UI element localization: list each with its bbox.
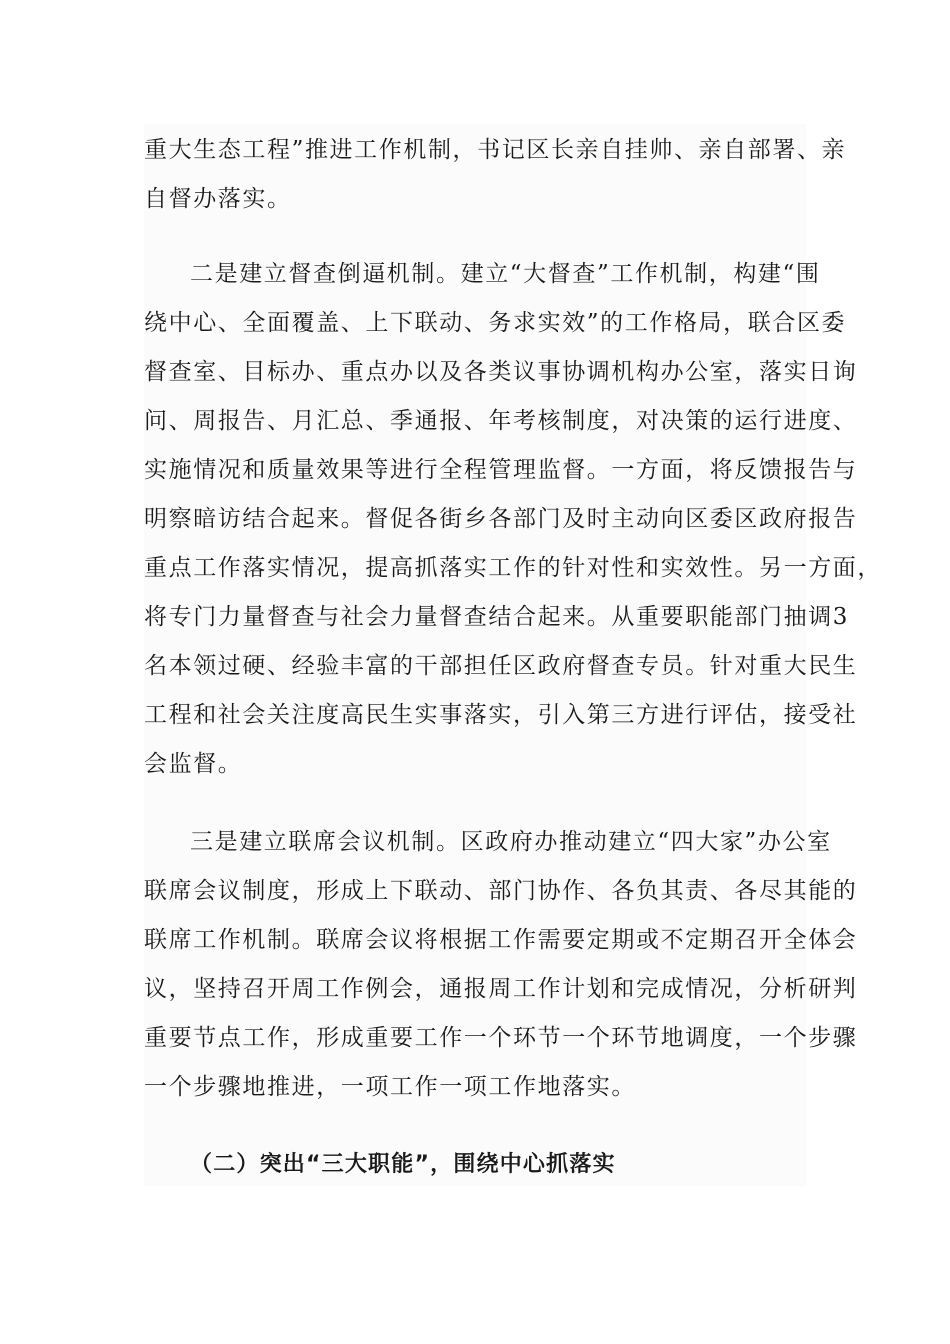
paragraph-joint-meeting-mechanism xyxy=(144,818,858,1112)
paragraph-supervision-mechanism xyxy=(144,250,882,789)
text-line: 重要节点工作，形成重要工作一个环节一个环节地调度，一个步骤 xyxy=(144,1025,858,1051)
text-line: 督查室、目标办、重点办以及各类议事协调机构办公室，落实日询 xyxy=(144,359,858,385)
section-heading-text: （二）突出“三大职能”，围绕中心抓落实 xyxy=(190,1152,616,1177)
section-heading xyxy=(144,1140,806,1189)
text-line: 工程和社会关注度高民生实事落实，引入第三方进行评估，接受社 xyxy=(144,702,858,728)
text-line: 一个步骤地推进，一项工作一项工作地落实。 xyxy=(144,1074,636,1100)
text-line: 联席会议制度，形成上下联动、部门协作、各负其责、各尽其能的 xyxy=(144,878,858,904)
text-line: 问、周报告、月汇总、季通报、年考核制度，对决策的运行进度、 xyxy=(144,408,858,434)
text-line: 实施情况和质量效果等进行全程管理监督。一方面，将反馈报告与 xyxy=(144,457,858,483)
text-line: 重大生态工程”推进工作机制，书记区长亲自挂帅、亲自部署、亲 xyxy=(144,137,847,163)
paragraph-continued xyxy=(144,126,847,224)
text-line: 联席工作机制。联席会议将根据工作需要定期或不定期召开全体会 xyxy=(144,927,858,953)
text-line: 会监督。 xyxy=(144,751,243,777)
text-line: 明察暗访结合起来。督促各街乡各部门及时主动向区委区政府报告 xyxy=(144,506,858,532)
text-line: 议，坚持召开周工作例会，通报周工作计划和完成情况，分析研判 xyxy=(144,976,858,1002)
text-line: 重点工作落实情况，提高抓落实工作的针对性和实效性。另一方面， xyxy=(144,555,882,581)
text-line: 将专门力量督查与社会力量督查结合起来。从重要职能部门抽调3 xyxy=(144,604,850,630)
text-line: 绕中心、全面覆盖、上下联动、务求实效”的工作格局，联合区委 xyxy=(144,310,847,336)
text-line: 二是建立督查倒逼机制。建立“大督查”工作机制，构建“围 xyxy=(190,261,821,287)
text-line: 三是建立联席会议机制。区政府办推动建立“四大家”办公室 xyxy=(190,829,832,855)
text-line: 自督办落实。 xyxy=(144,186,292,212)
text-line: 名本领过硬、经验丰富的干部担任区政府督查专员。针对重大民生 xyxy=(144,653,858,679)
